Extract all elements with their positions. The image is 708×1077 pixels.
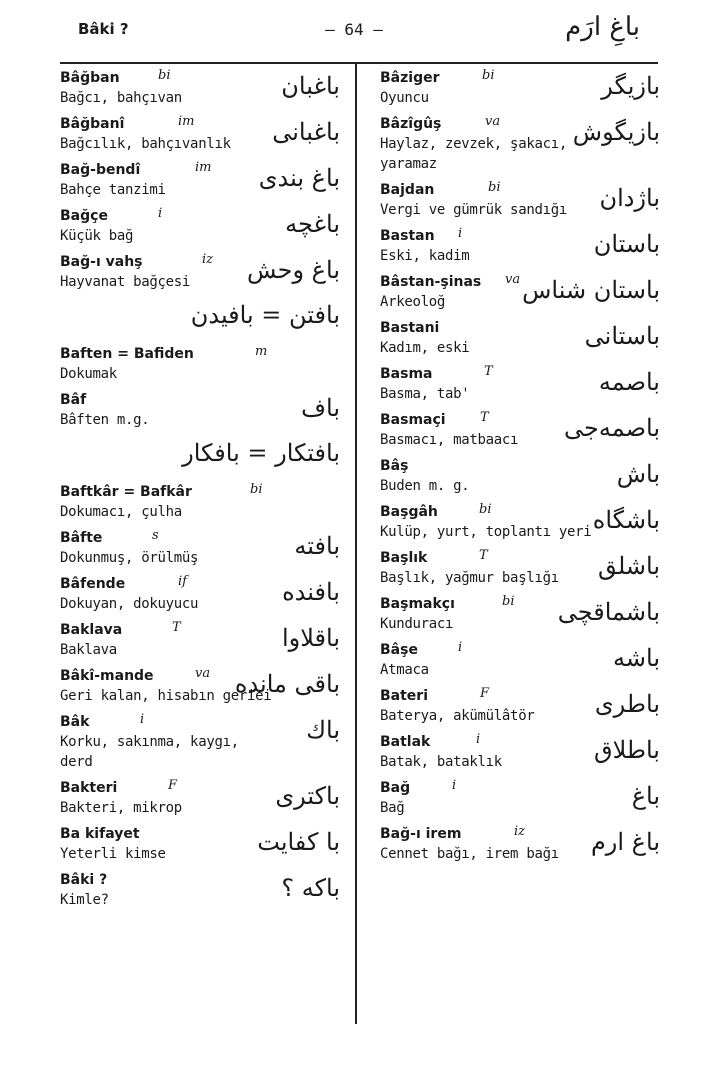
- left-block-2: [60, 344, 340, 430]
- entry-origin-tag: if: [178, 574, 187, 589]
- entry-headword: Bateri: [380, 688, 429, 704]
- entry-gloss: Küçük bağ: [60, 228, 134, 244]
- entry-arabic-script: باشماقچى: [557, 598, 660, 626]
- entry-headword: Basma: [380, 366, 433, 382]
- entry-gloss: Buden m. g.: [380, 478, 470, 494]
- dictionary-entry: [60, 778, 340, 818]
- entry-gloss: Geri kalan, hisabın geriei: [60, 688, 272, 704]
- entry-origin-tag: im: [195, 160, 212, 175]
- entry-arabic-script: باغچه: [285, 210, 340, 238]
- entry-origin-tag: s: [152, 528, 159, 543]
- entry-gloss: Vergi ve gümrük sandığı: [380, 202, 567, 218]
- entry-arabic-script: بافته: [294, 532, 340, 560]
- entry-gloss: Baklava: [60, 642, 117, 658]
- dictionary-entry: [380, 272, 660, 312]
- entry-headword: Ba kifayet: [60, 826, 140, 842]
- entry-origin-tag: i: [452, 778, 457, 793]
- entry-gloss: Arkeoloğ: [380, 294, 446, 310]
- entry-arabic-script: باغبان: [281, 72, 340, 100]
- entry-arabic-script: با كفايت: [257, 828, 340, 856]
- entry-gloss: Kadım, eski: [380, 340, 470, 356]
- dictionary-entry: [380, 824, 660, 864]
- entry-gloss: Kimle?: [60, 892, 109, 908]
- entry-headword: Bâğbanî: [60, 116, 125, 132]
- dictionary-entry: [380, 548, 660, 588]
- entry-arabic-script: باطرى: [594, 690, 660, 718]
- entry-headword: Bâğban: [60, 70, 120, 86]
- entry-gloss: Basma, tab': [380, 386, 470, 402]
- entry-arabic-script: باستان شناس: [522, 276, 660, 304]
- entry-headword: Bâf: [60, 392, 87, 408]
- dictionary-entry: [60, 114, 340, 154]
- entry-headword: Başlık: [380, 550, 428, 566]
- entry-headword: Baften = Bafiden: [60, 346, 194, 362]
- entry-origin-tag: F: [168, 778, 178, 793]
- dictionary-entry: [380, 180, 660, 220]
- entry-gloss: Haylaz, zevzek, şakacı, yaramaz: [380, 136, 567, 172]
- entry-origin-tag: bi: [479, 502, 492, 517]
- entry-gloss: Dokunmuş, örülmüş: [60, 550, 199, 566]
- entry-arabic-script: باك: [306, 716, 340, 744]
- entry-arabic-script: باقى مانده: [234, 670, 340, 698]
- entry-arabic-script: باستانى: [584, 322, 660, 350]
- entry-origin-tag: bi: [488, 180, 501, 195]
- dictionary-entry: [380, 686, 660, 726]
- entry-headword: Basmaçi: [380, 412, 446, 428]
- entry-headword: Bâziger: [380, 70, 440, 86]
- entry-gloss: Kunduracı: [380, 616, 454, 632]
- entry-headword: Batlak: [380, 734, 431, 750]
- entry-headword: Bajdan: [380, 182, 435, 198]
- entry-arabic-script: باشلق: [597, 552, 660, 580]
- entry-origin-tag: m: [255, 344, 268, 359]
- dictionary-entry: [60, 870, 340, 910]
- entry-origin-tag: bi: [158, 68, 171, 83]
- entry-headword: Bâkî-mande: [60, 668, 154, 684]
- entry-gloss: Bakteri, mikrop: [60, 800, 182, 816]
- equivalence-line-1: بافتن = بافيدن: [190, 301, 340, 329]
- column-divider: [355, 62, 357, 1024]
- left-block-1: [60, 68, 340, 292]
- dictionary-entry: [380, 732, 660, 772]
- entry-headword: Bâşe: [380, 642, 418, 658]
- entry-origin-tag: va: [505, 272, 521, 287]
- entry-gloss: Baterya, akümülâtör: [380, 708, 535, 724]
- dictionary-entry: [60, 206, 340, 246]
- entry-headword: Bâş: [380, 458, 409, 474]
- dictionary-entry: [60, 712, 340, 772]
- entry-headword: Baftkâr = Bafkâr: [60, 484, 192, 500]
- entry-headword: Bâstan-şinas: [380, 274, 482, 290]
- entry-gloss: Bâften m.g.: [60, 412, 150, 428]
- entry-headword: Bağ-ı vahş: [60, 254, 143, 270]
- entry-arabic-script: باكترى: [275, 782, 340, 810]
- entry-headword: Bağ: [380, 780, 411, 796]
- entry-headword: Bâzîgûş: [380, 116, 442, 132]
- entry-gloss: Dokumak: [60, 366, 117, 382]
- dictionary-entry: [380, 226, 660, 266]
- dictionary-entry: [380, 114, 660, 174]
- entry-gloss: Bahçe tanzimi: [60, 182, 166, 198]
- dictionary-entry: [60, 390, 340, 430]
- left-block-3: [60, 482, 340, 910]
- entry-gloss: Hayvanat bağçesi: [60, 274, 191, 290]
- entry-origin-tag: i: [140, 712, 145, 727]
- entry-headword: Bağçe: [60, 208, 108, 224]
- entry-arabic-script: باغبانى: [272, 118, 340, 146]
- page-number: — 64 —: [325, 20, 383, 39]
- entry-headword: Bâfte: [60, 530, 103, 546]
- entry-gloss: Başlık, yağmur başlığı: [380, 570, 559, 586]
- entry-origin-tag: bi: [502, 594, 515, 609]
- entry-gloss: Atmaca: [380, 662, 429, 678]
- entry-origin-tag: T: [484, 364, 493, 379]
- entry-origin-tag: va: [195, 666, 211, 681]
- entry-arabic-script: بافنده: [282, 578, 340, 606]
- right-column: [380, 68, 660, 870]
- dictionary-entry: [380, 594, 660, 634]
- entry-origin-tag: i: [476, 732, 481, 747]
- entry-arabic-script: باصمه: [598, 368, 660, 396]
- entry-gloss: Oyuncu: [380, 90, 429, 106]
- dictionary-entry: [380, 318, 660, 358]
- entry-gloss: Korku, sakınma, kaygı, derd: [60, 734, 239, 770]
- entry-gloss: Kulüp, yurt, toplantı yeri: [380, 524, 592, 540]
- running-head-left: Bâki ?: [78, 20, 129, 38]
- dictionary-entry: [60, 824, 340, 864]
- entry-origin-tag: im: [178, 114, 195, 129]
- entry-origin-tag: T: [480, 410, 489, 425]
- entry-arabic-script: باش: [616, 460, 660, 488]
- dictionary-entry: [60, 574, 340, 614]
- entry-arabic-script: باشگاه: [592, 506, 660, 534]
- dictionary-entry: [380, 364, 660, 404]
- dictionary-entry: [380, 502, 660, 542]
- entry-gloss: Batak, bataklık: [380, 754, 502, 770]
- entry-arabic-script: باقلاوا: [281, 624, 340, 652]
- entry-arabic-script: باكه ؟: [281, 874, 340, 902]
- entry-arabic-script: باصمه‌جى: [564, 414, 660, 442]
- entry-arabic-script: باغ بندى: [258, 164, 340, 192]
- entry-origin-tag: i: [458, 226, 463, 241]
- entry-headword: Baklava: [60, 622, 123, 638]
- entry-arabic-script: باغ: [631, 782, 660, 810]
- right-block: [380, 68, 660, 864]
- dictionary-entry: [60, 344, 340, 384]
- entry-arabic-script: باستان: [593, 230, 660, 258]
- entry-origin-tag: T: [172, 620, 181, 635]
- entry-arabic-script: باشه: [613, 644, 660, 672]
- dictionary-entry: [380, 410, 660, 450]
- entry-headword: Başgâh: [380, 504, 438, 520]
- entry-gloss: Bağcı, bahçıvan: [60, 90, 182, 106]
- entry-headword: Bâfende: [60, 576, 126, 592]
- entry-arabic-script: باف: [301, 394, 340, 422]
- entry-arabic-script: باژدان: [599, 184, 660, 212]
- entry-origin-tag: i: [458, 640, 463, 655]
- entry-arabic-script: بازيگر: [601, 72, 660, 100]
- dictionary-entry: [60, 482, 340, 522]
- entry-gloss: Dokuyan, dokuyucu: [60, 596, 199, 612]
- entry-headword: Bağ-ı irem: [380, 826, 462, 842]
- entry-origin-tag: iz: [202, 252, 214, 267]
- entry-headword: Bastan: [380, 228, 435, 244]
- entry-origin-tag: bi: [482, 68, 495, 83]
- entry-arabic-script: باغ ارم: [590, 828, 660, 856]
- dictionary-entry: [60, 252, 340, 292]
- entry-gloss: Cennet bağı, irem bağı: [380, 846, 559, 862]
- entry-headword: Bâk: [60, 714, 90, 730]
- running-head-right: باغِ ارَم: [565, 12, 640, 42]
- dictionary-entry: [60, 68, 340, 108]
- entry-arabic-script: بازيگوش: [572, 118, 660, 146]
- dictionary-entry: [380, 68, 660, 108]
- dictionary-entry: [60, 528, 340, 568]
- entry-gloss: Bağcılık, bahçıvanlık: [60, 136, 231, 152]
- entry-gloss: Basmacı, matbaacı: [380, 432, 519, 448]
- entry-arabic-script: باطلاق: [593, 736, 660, 764]
- entry-headword: Bağ-bendî: [60, 162, 141, 178]
- entry-origin-tag: bi: [250, 482, 263, 497]
- entry-gloss: Bağ: [380, 800, 405, 816]
- entry-origin-tag: T: [479, 548, 488, 563]
- entry-origin-tag: i: [158, 206, 163, 221]
- entry-origin-tag: va: [485, 114, 501, 129]
- entry-origin-tag: iz: [514, 824, 526, 839]
- entry-gloss: Dokumacı, çulha: [60, 504, 182, 520]
- dictionary-entry: [60, 666, 340, 706]
- dictionary-entry: [60, 160, 340, 200]
- entry-headword: Bâki ?: [60, 872, 108, 888]
- dictionary-entry: [60, 620, 340, 660]
- dictionary-entry: [380, 640, 660, 680]
- dictionary-entry: [380, 456, 660, 496]
- entry-gloss: Eski, kadim: [380, 248, 470, 264]
- left-column: [60, 68, 340, 916]
- header-rule: [60, 62, 658, 64]
- entry-headword: Bakteri: [60, 780, 118, 796]
- entry-gloss: Yeterli kimse: [60, 846, 166, 862]
- dictionary-entry: [380, 778, 660, 818]
- entry-origin-tag: F: [480, 686, 490, 701]
- equivalence-line-2: بافتكار = بافكار: [182, 439, 340, 467]
- entry-headword: Başmakçı: [380, 596, 455, 612]
- entry-headword: Bastani: [380, 320, 440, 336]
- entry-arabic-script: باغ وحش: [247, 256, 340, 284]
